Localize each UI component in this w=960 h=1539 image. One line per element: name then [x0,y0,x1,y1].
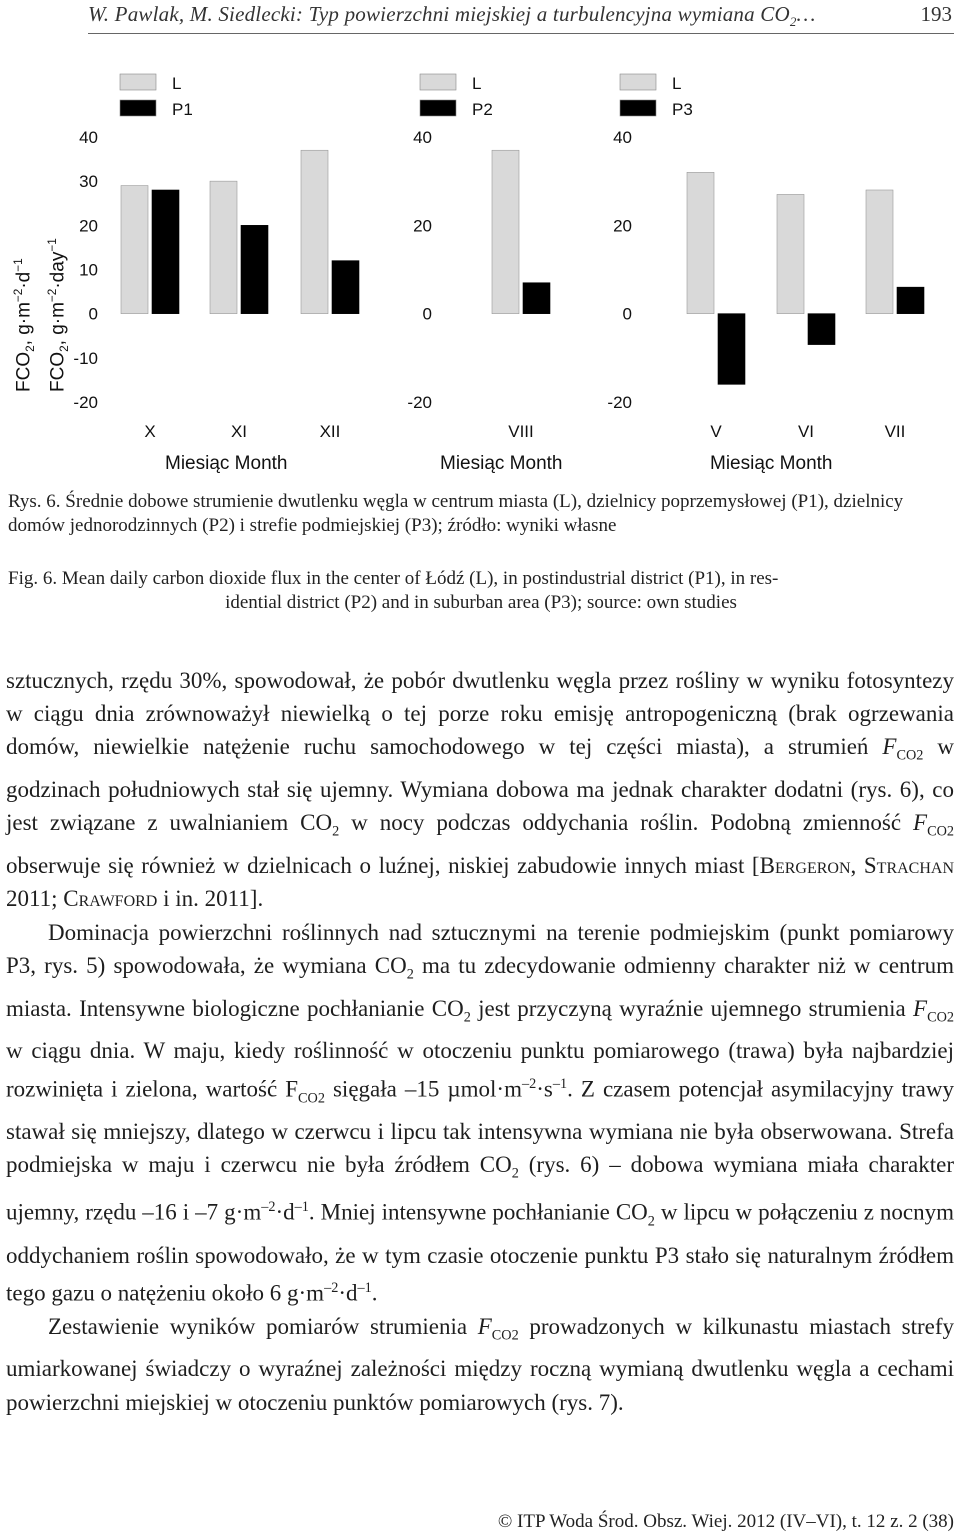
bar-l-x [121,186,148,314]
y-tick-label: 40 [613,128,632,147]
legend-label-p2: P2 [472,100,493,119]
y-tick-label: 20 [413,216,432,236]
y-tick-label: -20 [607,393,632,412]
x-tick-label: VI [797,422,815,441]
legend-swatch-l [620,74,656,90]
figure-caption-pl [8,490,954,538]
page-number: 193 [920,2,952,26]
x-tick-label: XII [319,422,341,441]
x-axis-title-3: Miesiąc Month [710,453,833,474]
legend-swatch-p2 [420,100,456,116]
y-tick-label: -10 [73,348,98,368]
paragraph-1: sztucznych, rzędu 30%, spowodował, że pobór dwutlenku węgla przez rośliny w wyniku fotosyntezy w ciągu dnia zrównoważył niewielką o tej porze roku emisję antropogeniczną (brak ogrzewania domów, niewielkie natężenie ruchu samochodowego w tej części miasta), a strumień $F_{CO2}$ w godzinach południowych stał się ujemny. Wymiana dobowa ma jednak charakter dodatni (rys. 6), co jest związane z uwalnianiem $CO_2$ w nocy podczas oddychania roślin. Podobną zmienność $F_{CO2}$ obserwuje się również w dzielnicach o luźnej, niskiej zabudowie innych miast [Bergeron, Strachan 2011; Crawford i in. 2011]. [6,668,955,912]
paragraph-2: Dominacja powierzchni roślinnych nad sztucznymi na terenie podmiejskim (punkt pomiarowy P3, rys. 5) spowodowała, że wymiana $CO_2$ ma tu zdecydowanie odmienny charakter niż w centrum miasta. Intensywne biologiczne pochłanianie $CO_2$ jest przyczyną wyraźnie ujemnego strumienia $F_{CO2}$ w ciągu dnia. W maju, kiedy roślinność w otoczeniu punktu pomiarowego (trawa) była najbardziej rozwinięta i zielona, wartość $F_{CO2}$ sięgała –15 $\mu mol\cdot m^{-2}\cdot s^{-1}$. Z czasem potencjał asymilacyjny trawy stawał się mniejszy, dlatego w czerwcu i lipcu tak intensywna wymiana nie była obserwowana. Strefa podmiejska w maju i czerwcu nie była źródłem $CO_2$ (rys. 6) – dobowa wymiana miała charakter ujemny, rzędu –16 i –7 $g\cdot m^{-2}\cdot d^{-1}$. Mniej intensywne pochłanianie $CO_2$ w lipcu w połączeniu z nocnym oddychaniem roślin spowodowało, że w tym czasie otoczenie punktu P3 stało się naturalnym źródłem tego gazu o natężeniu około 6 $g\cdot m^{-2}\cdot d^{-1}$. [6,919,954,1306]
y-tick-label: 20 [613,216,632,236]
running-header [88,2,954,30]
y-tick-label: 30 [79,172,98,192]
bar-charts [0,62,960,482]
y-tick-label: -20 [73,393,98,412]
caption-en-line2: idential district (P2) and in suburban area (P3); source: own studies [225,592,737,613]
x-axis-title-1: Miesiąc Month [165,453,288,474]
bar-l-xi [210,181,237,314]
body-text [6,664,954,1419]
page-footer: © ITP Woda Środ. Obsz. Wiej. 2012 (IV–VI), t. 12 z. 2 (38) [497,1511,954,1532]
paragraph-3: Zestawienie wyników pomiarów strumienia $F_{CO2}$ prowadzonych w kilkunastu miastach strefy umiarkowanej świadczy o wyraźnej zależności między roczną wymianą dwutlenku węgla a cechami powierzchni miejskiej w otoczeniu punktów pomiarowych (rys. 7). [6,1313,954,1415]
y-tick-label: 40 [79,128,98,147]
bar-p2-viii [523,283,550,314]
caption-pl-text: Rys. 6. Średnie dobowe strumienie dwutlenku węgla w centrum miasta (L), dzielnicy poprzemysłowej (P1), dzielnicy domów jednorodzinnych (P2) i strefie podmiejskiej (P3); źródło: wyniki własne [8,491,904,536]
legend-label-p3: P3 [672,100,693,119]
y-tick-label: 0 [622,304,632,324]
x-tick-label: VII [884,422,906,441]
bar-p1-xi [241,225,268,313]
bar-l-viii [492,150,519,313]
bar-l-v [687,172,714,313]
figure-6: L P1 -20 -10 0 10 20 30 40 X XI XII L P2 -20 0 20 40 VIII L P3 -20 0 20 40 V VI VII $FCO_2$, $g\cdot m^{-2}\cdot d^{-1}$ $FCO_2$, $g\cdot m^{-2}\cdot day^{-1}$ Miesiąc Month Miesiąc Month Miesiąc Month [0,62,960,482]
y-tick-label: 0 [422,304,432,324]
bar-l-vi [777,194,804,313]
legend-swatch-p1 [120,100,156,116]
bar-p3-vii [897,287,924,314]
y-tick-label: -20 [407,393,432,412]
x-tick-label: XI [230,422,248,441]
y-tick-label: 40 [413,128,432,147]
x-tick-label: X [144,422,156,441]
legend-label-l: L [172,74,182,93]
figure-caption-en [8,567,954,615]
running-title: W. Pawlak, M. Siedlecki: Typ powierzchni miejskiej a turbulencyjna wymiana $CO_2\dots$ [88,2,816,30]
legend-swatch-p3 [620,100,656,116]
x-tick-label: V [710,422,722,441]
caption-en-line1: Fig. 6. Mean daily carbon dioxide flux in the center of Łódź (L), in postindustrial district (P1), in res- [8,568,779,589]
bar-l-xii [301,150,328,313]
legend-swatch-l [420,74,456,90]
legend-label-p1: P1 [172,100,193,119]
x-tick-label: VIII [508,422,534,441]
bar-p1-xii [332,261,359,314]
bar-p3-vi [808,314,835,345]
legend-label-l: L [472,74,482,93]
bar-l-vii [866,190,893,314]
y-tick-label: 0 [88,304,98,324]
y-tick-label: 20 [79,216,98,236]
legend-swatch-l [120,74,156,90]
y-tick-label: 10 [79,260,98,280]
header-rule [88,33,954,34]
legend-label-l: L [672,74,682,93]
bar-p1-x [152,190,179,314]
bar-p3-v [718,314,745,385]
x-axis-title-2: Miesiąc Month [440,453,563,474]
